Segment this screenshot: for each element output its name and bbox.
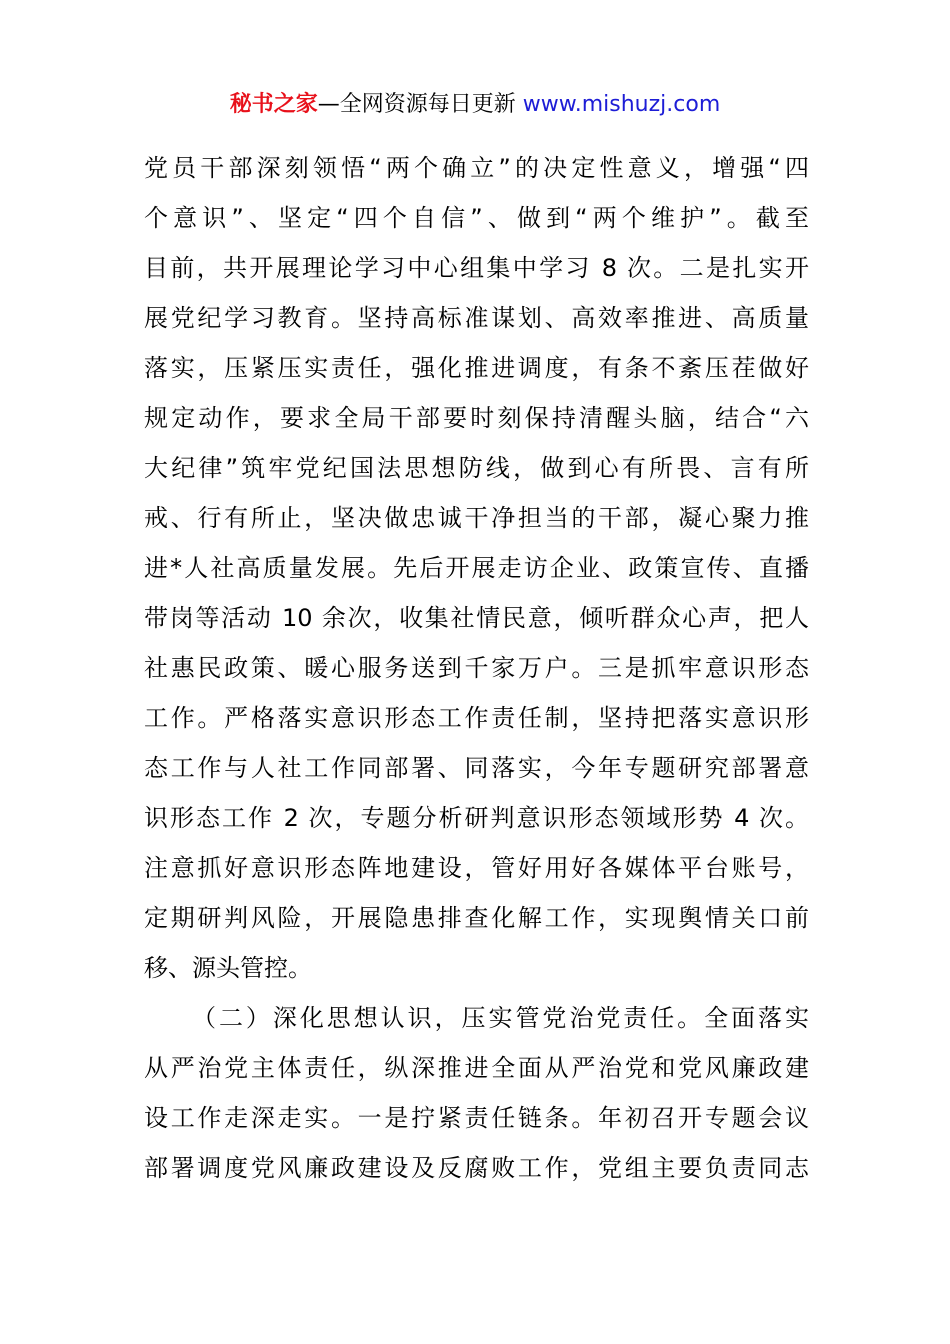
text-line: 识形态工作 2 次，专题分析研判意识形态领域形势 4 次。 (144, 804, 809, 832)
header-tagline: —全网资源每日更新 (317, 92, 523, 117)
text-line: 部署调度党风廉政建设及反腐败工作，党组主要负责同志 (144, 1154, 809, 1182)
text-line: 戒、行有所止，坚决做忠诚干净担当的干部，凝心聚力推 (144, 504, 809, 532)
text-line: 设工作走深走实。一是拧紧责任链条。年初召开专题会议 (144, 1104, 809, 1132)
site-url-link[interactable]: www.mishuzj.com (522, 92, 721, 117)
text-line: 带岗等活动 10 余次，收集社情民意，倾听群众心声，把人 (144, 604, 809, 632)
text-line: 工作。严格落实意识形态工作责任制，坚持把落实意识形 (144, 704, 809, 732)
text-line: 展党纪学习教育。坚持高标准谋划、高效率推进、高质量 (144, 304, 809, 332)
text-line: 态工作与人社工作同部署、同落实，今年专题研究部署意 (144, 754, 809, 782)
page-header (0, 88, 950, 122)
text-line: 进*人社高质量发展。先后开展走访企业、政策宣传、直播 (144, 554, 809, 582)
text-line: 落实，压紧压实责任，强化推进调度，有条不紊压茬做好 (144, 354, 809, 382)
section-heading-line: （二）深化思想认识，压实管党治党责任。全面落实 (192, 1004, 809, 1032)
site-name: 秘书之家 (229, 92, 318, 117)
text-line: 个意识”、坚定“四个自信”、做到“两个维护”。截至 (144, 204, 809, 232)
text-line: 目前，共开展理论学习中心组集中学习 8 次。二是扎实开 (144, 254, 809, 282)
text-line: 社惠民政策、暖心服务送到千家万户。三是抓牢意识形态 (144, 654, 809, 682)
text-line: 大纪律”筑牢党纪国法思想防线，做到心有所畏、言有所 (144, 454, 809, 482)
body-text (144, 143, 809, 1193)
text-line: 从严治党主体责任，纵深推进全面从严治党和党风廉政建 (144, 1054, 809, 1082)
text-line: 注意抓好意识形态阵地建设，管好用好各媒体平台账号， (144, 854, 809, 882)
text-line: 党员干部深刻领悟“两个确立”的决定性意义，增强“四 (144, 154, 809, 182)
paragraph-last-line: 移、源头管控。 (144, 954, 312, 982)
text-line: 定期研判风险，开展隐患排查化解工作，实现舆情关口前 (144, 904, 809, 932)
text-line: 规定动作，要求全局干部要时刻保持清醒头脑，结合“六 (144, 404, 809, 432)
